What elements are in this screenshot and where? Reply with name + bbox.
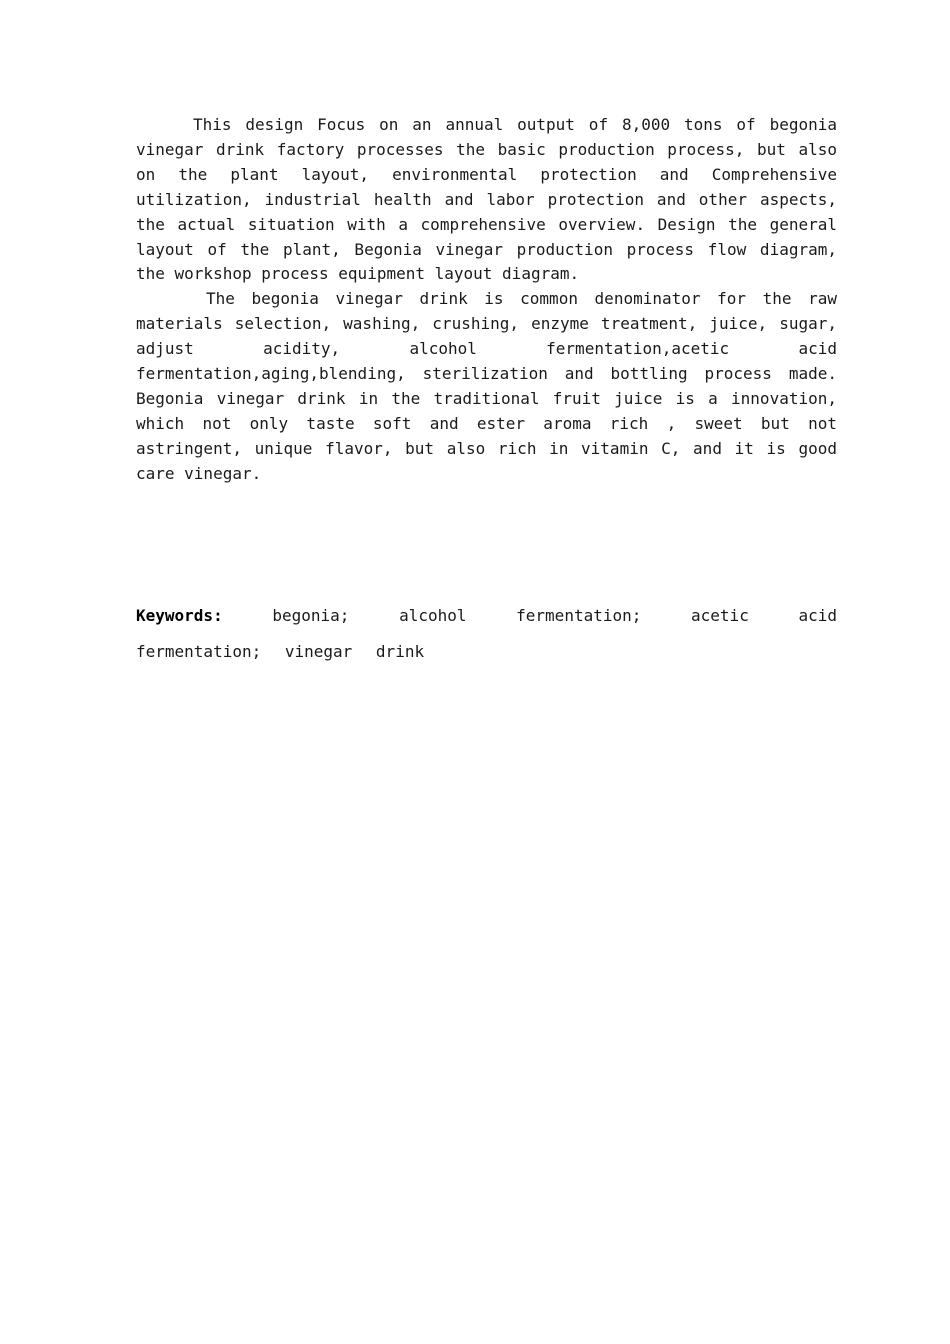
keywords-label: Keywords: <box>136 606 223 625</box>
abstract-body <box>136 113 837 487</box>
keywords-text: begonia; alcohol fermentation; acetic acid fermentation; vinegar drink <box>136 606 837 661</box>
abstract-paragraph-2: The begonia vinegar drink is common denominator for the raw materials selection, washing, crushing, enzyme treatment, juice, sugar, adjust acidity, alcohol fermentation,acetic acid fermentation,aging,blending, sterilization and bottling process made. Begonia vinegar drink in the traditional fruit juice is a innovation, which not only taste soft and ester aroma rich , sweet but not astringent, unique flavor, but also rich in vitamin C, and it is good care vinegar. <box>136 289 837 483</box>
abstract-paragraph-1: This design Focus on an annual output of 8,000 tons of begonia vinegar drink factory processes the basic production process, but also on the plant layout, environmental protection and Comprehensive utilization, industrial health and labor protection and other aspects, the actual situation with a comprehensive overview. Design the general layout of the plant, Begonia vinegar production process flow diagram, the workshop process equipment layout diagram. <box>136 115 837 284</box>
keywords-section <box>136 598 837 670</box>
